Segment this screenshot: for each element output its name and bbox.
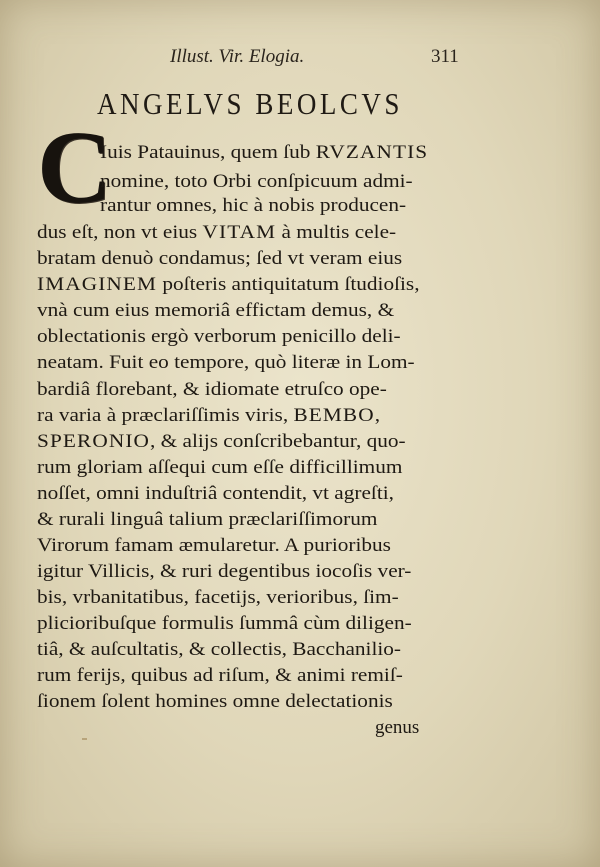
text-segment: noſſet, omni induſtriâ contendit, vt agreſti, [37,483,394,504]
small-caps-word: RVZANTIS [315,142,429,163]
text-segment: à multis cele- [276,222,397,243]
text-segment: ſionem ſolent homines omne delectationis [37,691,393,712]
text-line [37,587,399,609]
text-line [37,483,394,505]
text-segment: poſteris antiquitatum ſtudioſis, [157,274,420,295]
text-segment: rum gloriam aſſequi cum eſſe difficillimum [37,457,403,478]
text-segment: vnà cum eius memoriâ effictam demus, & [37,300,395,321]
text-line [37,222,396,244]
text-line [37,639,401,661]
running-head: Illust. Vir. Elogia. [170,46,305,67]
text-segment: igitur Villicis, & ruri degentibus iocoſis ver- [37,561,412,582]
small-caps-word: VITAM [202,222,277,243]
text-segment: nomine, toto Orbi conſpicuum admi- [100,171,413,192]
drop-cap: C [37,110,113,225]
text-segment: genus [375,717,420,738]
text-segment: Virorum famam æmularetur. A purioribus [37,535,391,556]
small-caps-word: IMAGINEM [37,274,158,295]
text-segment: ra varia à præclariſſimis viris, [37,405,294,426]
text-line [100,195,406,217]
text-segment: Iuis Patauinus, quem ſub [100,142,316,163]
text-line [37,352,415,374]
text-line [37,665,403,687]
text-line [37,613,412,635]
text-line [100,142,428,164]
page-number: 311 [431,46,459,67]
text-segment: bardiâ florebant, & idiomate etruſco ope- [37,379,387,400]
text-line [37,274,420,296]
text-line [100,171,413,193]
paper-stain [82,738,87,740]
text-line [37,326,401,348]
text-segment: dus eſt, non vt eius [37,222,203,243]
text-segment: rantur omnes, hic à nobis producen- [100,195,407,216]
text-segment: plicioribuſque formulis ſummâ cùm diligen- [37,613,412,634]
page-title: ANGELVS BEOLCVS [97,86,403,121]
text-segment: bratam denuò condamus; ſed vt veram eius [37,248,403,269]
text-line [37,379,387,401]
text-segment: oblectationis ergò verborum penicillo deli- [37,326,401,347]
text-line [37,457,402,479]
text-segment: , & alijs conſcribebantur, quo- [150,431,406,452]
text-segment: bis, vrbanitatibus, facetijs, verioribus, ſim- [37,587,399,608]
text-segment: & rurali linguâ talium præclariſſimorum [37,509,378,530]
text-line [37,691,393,713]
text-line [37,561,411,583]
text-line [37,431,406,453]
text-segment: tiâ, & auſcultatis, & collectis, Bacchanilio- [37,639,402,660]
text-segment: neatam. Fuit eo tempore, quò literæ in Lom- [37,352,415,373]
small-caps-word: SPERONIO [37,431,151,452]
text-line [37,248,402,270]
small-caps-word: BEMBO, [293,405,382,426]
text-line [37,535,391,557]
text-line [37,300,394,322]
text-line [37,405,381,427]
text-line [37,509,377,531]
text-segment: rum ferijs, quibus ad riſum, & animi remiſ- [37,665,403,686]
text-line [375,717,419,739]
